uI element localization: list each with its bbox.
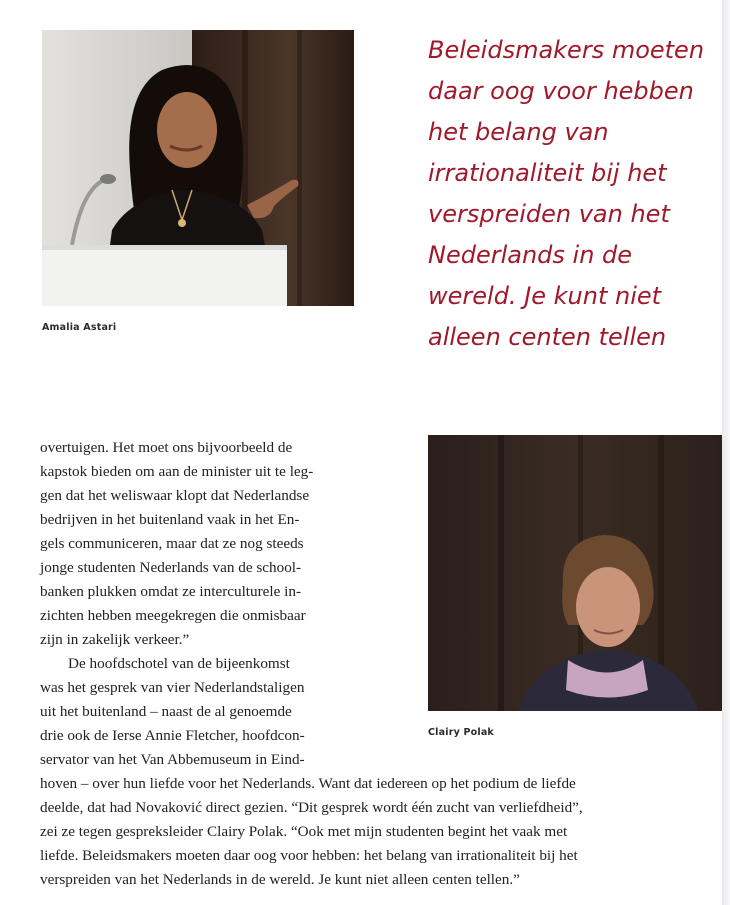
body-line: drie ook de Ierse Annie Fletcher, hoofdcon- [40,727,305,744]
body-line: bedrijven in het buitenland vaak in het En- [40,511,300,528]
body-line: deelde, dat had Novaković direct gezien. “Dit gesprek wordt één zucht van verliefdheid”, [40,799,583,816]
body-line: verspreiden van het Nederlands in de wereld. Je kunt niet alleen centen tellen.” [40,871,520,888]
body-line: banken plukken omdat ze interculturele in- [40,583,302,600]
body-line: zijn in zakelijk verkeer.” [40,631,190,648]
body-line: hoven – over hun liefde voor het Nederlands. Want dat iedereen op het podium de liefde [40,775,576,792]
body-line: servator van het Van Abbemuseum in Eind- [40,751,305,768]
pull-quote-line: daar oog voor hebben [428,77,694,105]
pull-quote-line: alleen centen tellen [428,323,667,351]
body-line: uit het buitenland – naast de al genoemde [40,703,292,720]
pull-quote-line: Nederlands in de [428,241,633,269]
pull-quote-line: irrationaliteit bij het [428,159,667,187]
photo-amalia-astari [42,30,354,306]
pull-quote-line: verspreiden van het [428,200,670,228]
photo-caption: Clairy Polak [428,727,494,738]
body-line: kapstok bieden om aan de minister uit te leg- [40,463,314,480]
body-line: zei ze tegen gespreksleider Clairy Polak. “Ook met mijn studenten begint het vaak met [40,823,568,840]
body-line: was het gesprek van vier Nederlandstaligen [40,679,305,696]
body-line: zichten hebben meegekregen die onmisbaar [40,607,306,624]
body-line: gen dat het weliswaar klopt dat Nederlandse [40,487,310,504]
pull-quote [428,30,728,358]
body-line: overtuigen. Het moet ons bijvoorbeeld de [40,439,293,456]
body-line: gels communiceren, maar dat ze nog steeds [40,535,304,552]
body-line: De hoofdschotel van de bijeenkomst [68,655,290,672]
pull-quote-line: Beleidsmakers moeten [428,36,705,64]
photo-clairy-polak [428,435,722,711]
body-line: liefde. Beleidsmakers moeten daar oog voor hebben: het belang van irrationaliteit bij het [40,847,578,864]
body-line: jonge studenten Nederlands van de school- [40,559,302,576]
pull-quote-line: het belang van [428,118,609,146]
photo-caption: Amalia Astari [42,322,117,333]
pull-quote-line: wereld. Je kunt niet [428,282,662,310]
